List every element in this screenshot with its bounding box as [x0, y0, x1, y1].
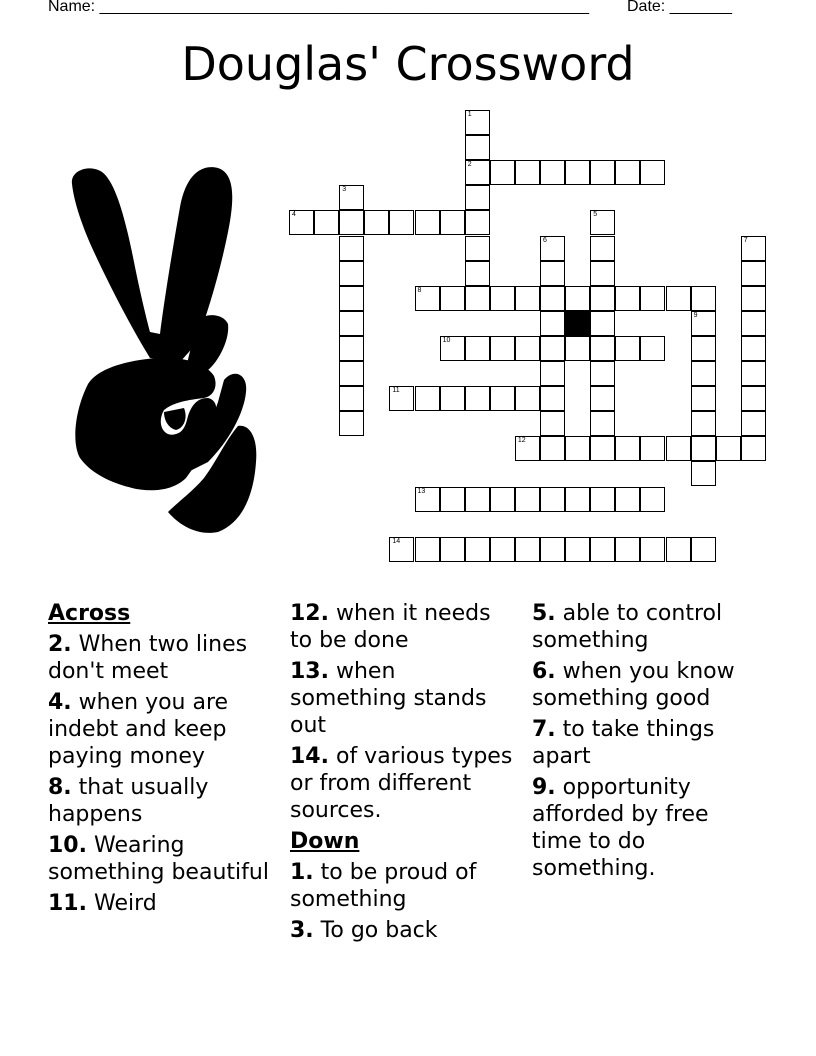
grid-cell[interactable]: [540, 261, 565, 286]
grid-cell[interactable]: [364, 210, 389, 235]
grid-cell[interactable]: [565, 160, 590, 185]
grid-cell[interactable]: [691, 311, 716, 336]
name-field-label[interactable]: Name: _______________________________________________________: [48, 0, 589, 15]
grid-cell[interactable]: [565, 487, 590, 512]
grid-cell[interactable]: [691, 411, 716, 436]
grid-cell[interactable]: [540, 537, 565, 562]
grid-cell[interactable]: [440, 386, 465, 411]
grid-cell[interactable]: [590, 160, 615, 185]
grid-cell[interactable]: [590, 537, 615, 562]
black-square: [565, 311, 590, 336]
clue-down-3: 3. To go back: [290, 918, 438, 943]
grid-cell[interactable]: [741, 411, 766, 436]
grid-cell[interactable]: [540, 386, 565, 411]
grid-cell[interactable]: [415, 286, 440, 311]
grid-cell[interactable]: [339, 286, 364, 311]
grid-cell[interactable]: [465, 336, 490, 361]
grid-cell[interactable]: [440, 537, 465, 562]
grid-cell[interactable]: [465, 236, 490, 261]
grid-cell[interactable]: [415, 386, 440, 411]
grid-cell[interactable]: [465, 286, 490, 311]
grid-cell[interactable]: [741, 361, 766, 386]
clue-number: 13: [417, 487, 426, 495]
grid-cell[interactable]: [339, 361, 364, 386]
grid-cell[interactable]: [465, 210, 490, 235]
grid-cell[interactable]: [741, 386, 766, 411]
grid-cell[interactable]: [691, 436, 716, 461]
grid-cell[interactable]: [691, 361, 716, 386]
grid-cell[interactable]: [615, 286, 640, 311]
grid-cell[interactable]: [465, 261, 490, 286]
clue-across-14: 14. of various types or from different sources.: [290, 744, 513, 823]
grid-cell[interactable]: [590, 487, 615, 512]
grid-cell[interactable]: [741, 286, 766, 311]
grid-cell[interactable]: [590, 411, 615, 436]
clue-number: 10: [442, 336, 451, 344]
grid-cell[interactable]: [339, 336, 364, 361]
grid-cell[interactable]: [615, 436, 640, 461]
clue-down-9: 9. opportunity afforded by free time to do something.: [532, 775, 709, 881]
grid-cell[interactable]: [640, 336, 665, 361]
grid-cell[interactable]: [389, 386, 414, 411]
grid-cell[interactable]: [691, 537, 716, 562]
clue-across-2: 2. When two lines don't meet: [48, 632, 248, 684]
grid-cell[interactable]: [666, 286, 691, 311]
grid-cell[interactable]: [741, 436, 766, 461]
grid-cell[interactable]: [590, 386, 615, 411]
date-field-label[interactable]: Date: _______: [627, 0, 732, 15]
clue-down-7: 7. to take things apart: [532, 717, 715, 769]
grid-cell[interactable]: [540, 286, 565, 311]
grid-cell[interactable]: [590, 236, 615, 261]
grid-cell[interactable]: [440, 286, 465, 311]
grid-cell[interactable]: [515, 336, 540, 361]
across-heading: Across: [48, 601, 131, 626]
grid-cell[interactable]: [465, 537, 490, 562]
grid-cell[interactable]: [540, 436, 565, 461]
grid-cell[interactable]: [490, 336, 515, 361]
grid-cell[interactable]: [515, 487, 540, 512]
clue-number: 9: [693, 311, 698, 319]
grid-cell[interactable]: [590, 311, 615, 336]
grid-cell[interactable]: [465, 110, 490, 135]
clue-across-8: 8. that usually happens: [48, 775, 209, 827]
grid-cell[interactable]: [666, 436, 691, 461]
grid-cell[interactable]: [465, 185, 490, 210]
grid-cell[interactable]: [415, 210, 440, 235]
grid-cell[interactable]: [741, 261, 766, 286]
grid-cell[interactable]: [515, 537, 540, 562]
grid-cell[interactable]: [691, 386, 716, 411]
grid-cell[interactable]: [465, 386, 490, 411]
clue-down-5: 5. able to control something: [532, 601, 723, 653]
grid-cell[interactable]: [691, 336, 716, 361]
grid-cell[interactable]: [465, 160, 490, 185]
clue-number: 8: [417, 286, 422, 294]
down-heading: Down: [290, 829, 360, 854]
clue-number: 3: [342, 186, 347, 194]
grid-cell[interactable]: [590, 436, 615, 461]
grid-cell[interactable]: [565, 286, 590, 311]
clue-across-13: 13. when something stands out: [290, 659, 487, 738]
grid-cell[interactable]: [540, 160, 565, 185]
grid-cell[interactable]: [490, 286, 515, 311]
grid-cell[interactable]: [389, 537, 414, 562]
grid-cell[interactable]: [716, 436, 741, 461]
clue-number: 14: [392, 537, 401, 545]
grid-cell[interactable]: [515, 286, 540, 311]
grid-cell[interactable]: [590, 361, 615, 386]
grid-cell[interactable]: [540, 311, 565, 336]
grid-cell[interactable]: [565, 336, 590, 361]
clue-number: 6: [543, 236, 547, 244]
grid-cell[interactable]: [741, 336, 766, 361]
grid-cell[interactable]: [465, 135, 490, 160]
clue-across-11: 11. Weird: [48, 891, 157, 916]
clue-down-6: 6. when you know something good: [532, 659, 735, 711]
clue-number: 2: [467, 161, 472, 169]
grid-cell[interactable]: [640, 436, 665, 461]
grid-cell[interactable]: [440, 336, 465, 361]
grid-cell[interactable]: [640, 487, 665, 512]
grid-cell[interactable]: [615, 487, 640, 512]
grid-cell[interactable]: [339, 210, 364, 235]
clue-number: 4: [292, 211, 296, 219]
clue-across-4: 4. when you are indebt and keep paying money: [48, 690, 229, 769]
clue-number: 1: [467, 111, 472, 118]
grid-cell[interactable]: [590, 261, 615, 286]
grid-cell[interactable]: [615, 336, 640, 361]
grid-cell[interactable]: [339, 411, 364, 436]
grid-cell[interactable]: [691, 461, 716, 486]
clue-down-1: 1. to be proud of something: [290, 860, 477, 912]
grid-cell[interactable]: [339, 236, 364, 261]
grid-cell[interactable]: [565, 436, 590, 461]
grid-cell[interactable]: [314, 210, 339, 235]
peace-hand-icon: [68, 162, 260, 537]
grid-cell[interactable]: [640, 160, 665, 185]
grid-cell[interactable]: [415, 487, 440, 512]
grid-cell[interactable]: [515, 160, 540, 185]
grid-cell[interactable]: [339, 386, 364, 411]
grid-cell[interactable]: [590, 336, 615, 361]
grid-cell[interactable]: [339, 185, 364, 210]
clue-across-12: 12. when it needs to be done: [290, 601, 491, 653]
grid-cell[interactable]: [465, 487, 490, 512]
grid-cell[interactable]: [490, 487, 515, 512]
grid-cell[interactable]: [339, 311, 364, 336]
grid-cell[interactable]: [540, 411, 565, 436]
grid-cell[interactable]: [615, 537, 640, 562]
clues-column-2: [290, 600, 518, 948]
grid-cell[interactable]: [666, 537, 691, 562]
grid-cell[interactable]: [640, 286, 665, 311]
grid-cell[interactable]: [540, 236, 565, 261]
grid-cell[interactable]: [490, 386, 515, 411]
grid-cell[interactable]: [540, 361, 565, 386]
clues-column-3: [532, 600, 760, 886]
grid-cell[interactable]: [640, 537, 665, 562]
grid-cell[interactable]: [490, 537, 515, 562]
grid-cell[interactable]: [515, 436, 540, 461]
clue-number: 12: [517, 437, 526, 445]
grid-cell[interactable]: [615, 160, 640, 185]
grid-cell[interactable]: [339, 261, 364, 286]
grid-cell[interactable]: [691, 286, 716, 311]
grid-cell[interactable]: [289, 210, 314, 235]
grid-cell[interactable]: [565, 537, 590, 562]
grid-cell[interactable]: [540, 336, 565, 361]
clue-number: 11: [392, 387, 400, 395]
grid-cell[interactable]: [389, 210, 414, 235]
puzzle-title: Douglas' Crossword: [181, 37, 635, 91]
grid-cell[interactable]: [415, 537, 440, 562]
grid-cell[interactable]: [590, 210, 615, 235]
clue-number: 7: [743, 236, 748, 244]
grid-cell[interactable]: [590, 286, 615, 311]
grid-cell[interactable]: [741, 311, 766, 336]
grid-cell[interactable]: [440, 487, 465, 512]
grid-cell[interactable]: [515, 386, 540, 411]
clues-column-1: [48, 600, 276, 921]
grid-cell[interactable]: [741, 236, 766, 261]
clue-number: 5: [593, 211, 598, 219]
grid-cell[interactable]: [540, 487, 565, 512]
clue-across-10: 10. Wearing something beautiful: [48, 833, 269, 885]
grid-cell[interactable]: [440, 210, 465, 235]
grid-cell[interactable]: [490, 160, 515, 185]
